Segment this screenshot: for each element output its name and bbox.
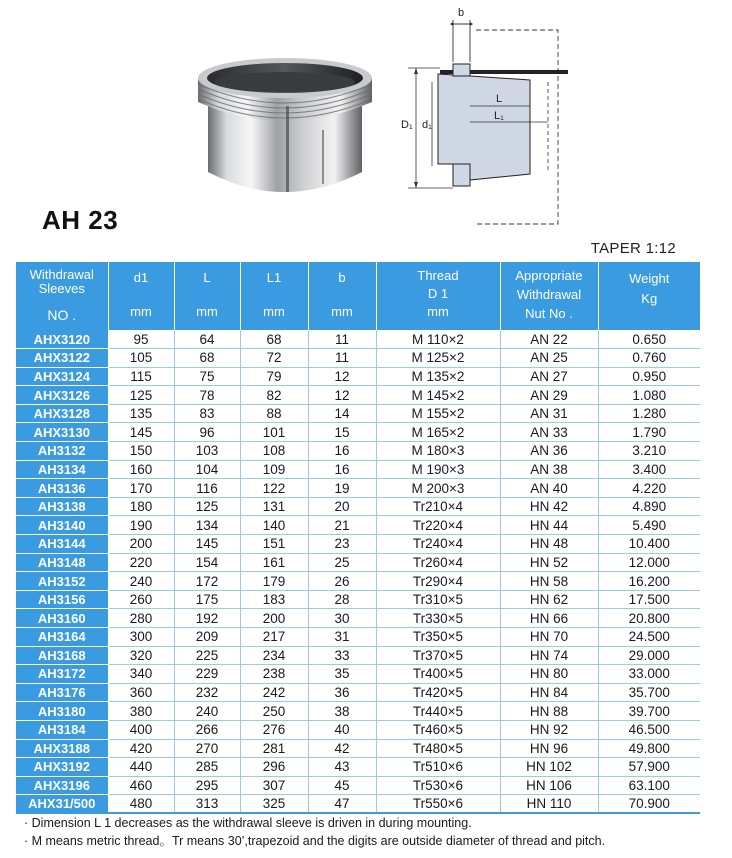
header-weight: Weight Kg [598, 262, 700, 330]
cell-L1: 161 [240, 553, 308, 572]
table-row [16, 367, 700, 386]
cell-weight: 4.220 [598, 479, 700, 498]
table-row [16, 330, 700, 349]
cell-L: 104 [174, 460, 240, 479]
cell-d1: 320 [108, 646, 174, 665]
table-row [16, 795, 700, 814]
dim-L-label: L [496, 93, 503, 105]
cell-b: 25 [308, 553, 376, 572]
cell-L: 175 [174, 590, 240, 609]
cell-sleeve-no: AH3176 [16, 683, 108, 702]
cell-weight: 46.500 [598, 720, 700, 739]
cell-L1: 276 [240, 720, 308, 739]
table-row [16, 628, 700, 647]
cell-weight: 33.000 [598, 665, 700, 684]
cell-b: 12 [308, 386, 376, 405]
cell-sleeve-no: AH3148 [16, 553, 108, 572]
cell-L1: 200 [240, 609, 308, 628]
cell-nut-no: AN 38 [500, 460, 598, 479]
cell-nut-no: AN 36 [500, 442, 598, 461]
header-withdrawal-nut: Appropriate Withdrawal Nut No . [500, 262, 598, 330]
cell-L: 295 [174, 776, 240, 795]
cell-sleeve-no: AH3160 [16, 609, 108, 628]
cell-b: 11 [308, 349, 376, 368]
cell-nut-no: HN 80 [500, 665, 598, 684]
cell-nut-no: HN 96 [500, 739, 598, 758]
cell-weight: 16.200 [598, 572, 700, 591]
cell-sleeve-no: AH3136 [16, 479, 108, 498]
cell-sleeve-no: AH3144 [16, 535, 108, 554]
cell-nut-no: HN 58 [500, 572, 598, 591]
cell-b: 43 [308, 758, 376, 777]
footnotes [24, 814, 605, 850]
cell-d1: 105 [108, 349, 174, 368]
cell-nut-no: HN 62 [500, 590, 598, 609]
cell-b: 21 [308, 516, 376, 535]
cell-nut-no: HN 48 [500, 535, 598, 554]
cell-sleeve-no: AH3156 [16, 590, 108, 609]
cell-L1: 88 [240, 404, 308, 423]
cell-sleeve-no: AHX3128 [16, 404, 108, 423]
cell-thread: Tr260×4 [376, 553, 500, 572]
header-L: L mm [174, 262, 240, 330]
cell-L1: 109 [240, 460, 308, 479]
table-row [16, 553, 700, 572]
cell-sleeve-no: AHX3130 [16, 423, 108, 442]
cell-sleeve-no: AH3180 [16, 702, 108, 721]
series-title: AH 23 [42, 205, 119, 235]
cell-nut-no: HN 44 [500, 516, 598, 535]
cell-weight: 24.500 [598, 628, 700, 647]
cell-L1: 217 [240, 628, 308, 647]
cell-L: 313 [174, 795, 240, 814]
cell-nut-no: AN 40 [500, 479, 598, 498]
cell-thread: Tr370×5 [376, 646, 500, 665]
cross-section-drawing [398, 2, 568, 234]
cell-thread: Tr440×5 [376, 702, 500, 721]
table-row [16, 646, 700, 665]
cell-weight: 4.890 [598, 497, 700, 516]
table-row [16, 460, 700, 479]
table-row [16, 479, 700, 498]
header-b: b mm [308, 262, 376, 330]
table-row [16, 423, 700, 442]
table-row [16, 665, 700, 684]
cell-sleeve-no: AH3138 [16, 497, 108, 516]
cell-sleeve-no: AHX3192 [16, 758, 108, 777]
cell-thread: M 110×2 [376, 330, 500, 349]
cell-L: 78 [174, 386, 240, 405]
cell-weight: 39.700 [598, 702, 700, 721]
table-row [16, 349, 700, 368]
cell-thread: Tr240×4 [376, 535, 500, 554]
cell-L: 232 [174, 683, 240, 702]
cell-d1: 280 [108, 609, 174, 628]
cell-d1: 340 [108, 665, 174, 684]
cell-thread: Tr400×5 [376, 665, 500, 684]
cell-sleeve-no: AH3132 [16, 442, 108, 461]
cell-b: 23 [308, 535, 376, 554]
cell-sleeve-no: AH3152 [16, 572, 108, 591]
cell-weight: 1.080 [598, 386, 700, 405]
cell-weight: 3.210 [598, 442, 700, 461]
cell-L: 145 [174, 535, 240, 554]
table-row [16, 535, 700, 554]
cell-d1: 115 [108, 367, 174, 386]
cell-L: 192 [174, 609, 240, 628]
cell-d1: 380 [108, 702, 174, 721]
cell-weight: 12.000 [598, 553, 700, 572]
cell-nut-no: HN 74 [500, 646, 598, 665]
cell-b: 20 [308, 497, 376, 516]
cell-L: 240 [174, 702, 240, 721]
cell-sleeve-no: AH3168 [16, 646, 108, 665]
cell-b: 11 [308, 330, 376, 349]
cell-nut-no: HN 66 [500, 609, 598, 628]
cell-nut-no: AN 27 [500, 367, 598, 386]
cell-L: 103 [174, 442, 240, 461]
table-row [16, 609, 700, 628]
cell-L1: 72 [240, 349, 308, 368]
table-row [16, 720, 700, 739]
cell-L1: 238 [240, 665, 308, 684]
taper-label: TAPER 1:12 [590, 240, 676, 257]
sleeve-photo [186, 40, 382, 200]
table-row [16, 572, 700, 591]
cell-nut-no: HN 106 [500, 776, 598, 795]
cell-b: 12 [308, 367, 376, 386]
cell-weight: 5.490 [598, 516, 700, 535]
cell-L: 64 [174, 330, 240, 349]
cell-sleeve-no: AH3134 [16, 460, 108, 479]
cell-thread: M 125×2 [376, 349, 500, 368]
cell-thread: Tr220×4 [376, 516, 500, 535]
cell-L: 75 [174, 367, 240, 386]
cell-d1: 220 [108, 553, 174, 572]
table-row [16, 758, 700, 777]
cell-L1: 82 [240, 386, 308, 405]
cell-weight: 29.000 [598, 646, 700, 665]
cell-b: 15 [308, 423, 376, 442]
cell-thread: Tr510×6 [376, 758, 500, 777]
cell-L: 229 [174, 665, 240, 684]
cell-thread: Tr420×5 [376, 683, 500, 702]
cell-L1: 79 [240, 367, 308, 386]
cell-nut-no: HN 88 [500, 702, 598, 721]
table-row [16, 683, 700, 702]
header-L1: L1 mm [240, 262, 308, 330]
table-row [16, 404, 700, 423]
table-header [16, 262, 700, 330]
cell-L: 225 [174, 646, 240, 665]
cell-b: 42 [308, 739, 376, 758]
cell-d1: 440 [108, 758, 174, 777]
cell-thread: M 190×3 [376, 460, 500, 479]
cell-d1: 400 [108, 720, 174, 739]
cell-L: 83 [174, 404, 240, 423]
cell-weight: 49.800 [598, 739, 700, 758]
cell-d1: 180 [108, 497, 174, 516]
cell-sleeve-no: AHX3126 [16, 386, 108, 405]
cell-L1: 296 [240, 758, 308, 777]
table-row [16, 516, 700, 535]
cell-weight: 0.760 [598, 349, 700, 368]
cell-d1: 145 [108, 423, 174, 442]
cell-d1: 160 [108, 460, 174, 479]
cell-L1: 131 [240, 497, 308, 516]
dim-d1-label: d₁ [422, 119, 432, 131]
cell-thread: Tr460×5 [376, 720, 500, 739]
cell-L1: 325 [240, 795, 308, 814]
cell-d1: 480 [108, 795, 174, 814]
cell-weight: 63.100 [598, 776, 700, 795]
cell-d1: 260 [108, 590, 174, 609]
cell-weight: 17.500 [598, 590, 700, 609]
cell-L1: 179 [240, 572, 308, 591]
cell-b: 28 [308, 590, 376, 609]
cell-b: 40 [308, 720, 376, 739]
cell-nut-no: HN 42 [500, 497, 598, 516]
cell-L: 209 [174, 628, 240, 647]
dim-L1-label: L₁ [494, 110, 504, 122]
cell-d1: 190 [108, 516, 174, 535]
cell-d1: 150 [108, 442, 174, 461]
cell-thread: Tr480×5 [376, 739, 500, 758]
cell-thread: Tr350×5 [376, 628, 500, 647]
cell-b: 47 [308, 795, 376, 814]
cell-L1: 183 [240, 590, 308, 609]
cell-sleeve-no: AHX3188 [16, 739, 108, 758]
cell-weight: 1.790 [598, 423, 700, 442]
table-row [16, 739, 700, 758]
cell-b: 35 [308, 665, 376, 684]
cell-b: 36 [308, 683, 376, 702]
cell-nut-no: HN 110 [500, 795, 598, 814]
cell-nut-no: HN 102 [500, 758, 598, 777]
table-row [16, 702, 700, 721]
cell-weight: 70.900 [598, 795, 700, 814]
cell-d1: 300 [108, 628, 174, 647]
cell-thread: Tr310×5 [376, 590, 500, 609]
cell-nut-no: HN 52 [500, 553, 598, 572]
header-thread: Thread D 1 mm [376, 262, 500, 330]
cell-b: 19 [308, 479, 376, 498]
cell-thread: Tr330×5 [376, 609, 500, 628]
cell-nut-no: HN 84 [500, 683, 598, 702]
cell-thread: Tr210×4 [376, 497, 500, 516]
dim-b-label: b [458, 7, 465, 19]
cell-b: 16 [308, 460, 376, 479]
cell-nut-no: AN 22 [500, 330, 598, 349]
cell-b: 31 [308, 628, 376, 647]
cell-L1: 242 [240, 683, 308, 702]
cell-thread: M 145×2 [376, 386, 500, 405]
cell-L: 125 [174, 497, 240, 516]
table-row [16, 776, 700, 795]
cell-L: 116 [174, 479, 240, 498]
cell-L1: 281 [240, 739, 308, 758]
cell-sleeve-no: AH3164 [16, 628, 108, 647]
cell-weight: 20.800 [598, 609, 700, 628]
cell-sleeve-no: AH3184 [16, 720, 108, 739]
cell-b: 14 [308, 404, 376, 423]
cell-weight: 0.650 [598, 330, 700, 349]
cell-d1: 200 [108, 535, 174, 554]
cell-d1: 170 [108, 479, 174, 498]
cell-L: 96 [174, 423, 240, 442]
footnote-dimension: · Dimension L 1 decreases as the withdrawal sleeve is driven in during mounting. [24, 816, 472, 830]
dim-D1-label: D₁ [401, 119, 413, 131]
cell-nut-no: AN 33 [500, 423, 598, 442]
table-row [16, 442, 700, 461]
cell-b: 26 [308, 572, 376, 591]
cell-sleeve-no: AH3140 [16, 516, 108, 535]
cell-L1: 140 [240, 516, 308, 535]
cell-thread: Tr290×4 [376, 572, 500, 591]
cell-d1: 420 [108, 739, 174, 758]
specification-table [16, 262, 700, 814]
cell-b: 38 [308, 702, 376, 721]
cell-L1: 122 [240, 479, 308, 498]
cell-L: 270 [174, 739, 240, 758]
cell-sleeve-no: AHX3124 [16, 367, 108, 386]
cell-nut-no: AN 29 [500, 386, 598, 405]
cell-thread: M 155×2 [376, 404, 500, 423]
cell-weight: 0.950 [598, 367, 700, 386]
cell-sleeve-no: AH3172 [16, 665, 108, 684]
header-d1: d1 mm [108, 262, 174, 330]
cell-sleeve-no: AHX3196 [16, 776, 108, 795]
cell-nut-no: HN 92 [500, 720, 598, 739]
cell-thread: M 200×3 [376, 479, 500, 498]
table-row [16, 590, 700, 609]
cell-L: 172 [174, 572, 240, 591]
header-sleeve-no: Withdrawal Sleeves NO . [16, 262, 108, 330]
cell-d1: 460 [108, 776, 174, 795]
cell-thread: M 180×3 [376, 442, 500, 461]
cell-L1: 101 [240, 423, 308, 442]
cell-d1: 95 [108, 330, 174, 349]
cell-d1: 125 [108, 386, 174, 405]
cell-weight: 35.700 [598, 683, 700, 702]
cell-thread: M 165×2 [376, 423, 500, 442]
cell-thread: Tr550×6 [376, 795, 500, 814]
cell-thread: Tr530×6 [376, 776, 500, 795]
cell-b: 33 [308, 646, 376, 665]
cell-L: 134 [174, 516, 240, 535]
cell-L1: 68 [240, 330, 308, 349]
cell-weight: 1.280 [598, 404, 700, 423]
cell-sleeve-no: AHX3122 [16, 349, 108, 368]
cell-L1: 307 [240, 776, 308, 795]
cell-weight: 57.900 [598, 758, 700, 777]
cell-sleeve-no: AHX3120 [16, 330, 108, 349]
cell-L1: 108 [240, 442, 308, 461]
cell-L: 154 [174, 553, 240, 572]
cell-b: 45 [308, 776, 376, 795]
cell-L1: 234 [240, 646, 308, 665]
table-row [16, 497, 700, 516]
table-row [16, 386, 700, 405]
cell-L: 68 [174, 349, 240, 368]
cell-L: 285 [174, 758, 240, 777]
footnote-thread: · M means metric thread。Tr means 30’,trapezoid and the digits are outside diameter of thread and pitch. [24, 834, 606, 848]
cell-nut-no: AN 31 [500, 404, 598, 423]
cell-sleeve-no: AHX31/500 [16, 795, 108, 814]
cell-d1: 135 [108, 404, 174, 423]
cell-nut-no: AN 25 [500, 349, 598, 368]
cell-L: 266 [174, 720, 240, 739]
cell-b: 16 [308, 442, 376, 461]
cell-d1: 360 [108, 683, 174, 702]
cell-L1: 250 [240, 702, 308, 721]
cell-weight: 3.400 [598, 460, 700, 479]
cell-d1: 240 [108, 572, 174, 591]
cell-L1: 151 [240, 535, 308, 554]
cell-weight: 10.400 [598, 535, 700, 554]
cell-nut-no: HN 70 [500, 628, 598, 647]
cell-b: 30 [308, 609, 376, 628]
cell-thread: M 135×2 [376, 367, 500, 386]
